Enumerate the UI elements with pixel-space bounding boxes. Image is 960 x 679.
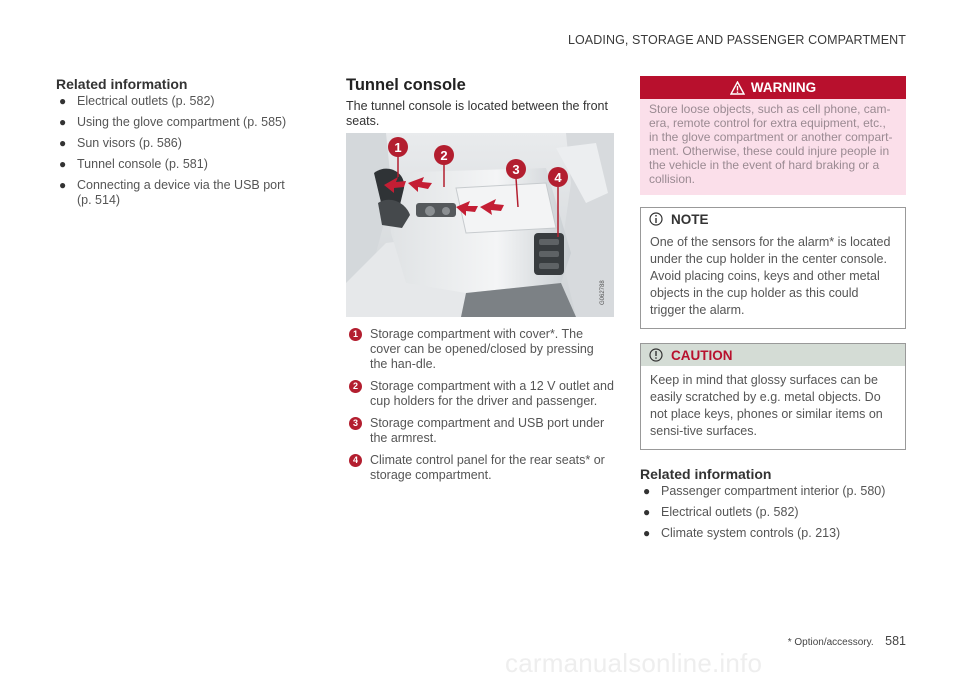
related-links-list xyxy=(640,484,906,541)
callout-number: 4 xyxy=(349,454,362,467)
callout-text: Storage compartment and USB port under the armrest. xyxy=(370,416,605,445)
related-info-heading: Related information xyxy=(640,466,772,482)
related-info-heading: Related information xyxy=(56,76,188,92)
warning-title: WARNING xyxy=(750,80,817,95)
related-links-list xyxy=(56,94,296,208)
warning-triangle-icon xyxy=(730,81,745,95)
bullet-icon: ● xyxy=(59,115,67,129)
note-box xyxy=(640,207,906,329)
note-header xyxy=(641,208,905,230)
bullet-icon: ● xyxy=(59,157,67,171)
related-link[interactable] xyxy=(56,94,296,109)
callout-item xyxy=(346,327,614,372)
exclamation-circle-icon xyxy=(649,348,663,362)
right-column xyxy=(640,76,906,547)
svg-text:1: 1 xyxy=(394,140,402,155)
related-link[interactable] xyxy=(56,115,296,130)
link-text: Passenger compartment interior (p. 580) xyxy=(661,484,886,498)
related-link[interactable] xyxy=(640,526,906,541)
caution-box xyxy=(640,343,906,450)
bullet-icon: ● xyxy=(59,178,67,192)
related-link[interactable] xyxy=(56,178,296,208)
callout-number: 1 xyxy=(349,328,362,341)
warning-box xyxy=(640,76,906,195)
section-intro: The tunnel console is located between the front seats. xyxy=(346,99,608,128)
related-link[interactable] xyxy=(640,484,906,499)
bullet-icon: ● xyxy=(59,94,67,108)
link-text: Using the glove compartment (p. 585) xyxy=(77,115,287,129)
page-number: 581 xyxy=(885,634,906,648)
related-link[interactable] xyxy=(56,136,296,151)
caution-header xyxy=(641,344,905,366)
svg-text:4: 4 xyxy=(554,170,562,185)
caution-text: Keep in mind that glossy surfaces can be easily scratched by e.g. metal objects. Do not place keys, phones or similar items on sensi-tive surfaces. xyxy=(650,373,883,438)
image-marker-3 xyxy=(506,159,526,179)
callout-item xyxy=(346,453,614,483)
link-text: Tunnel console (p. 581) xyxy=(77,157,208,171)
link-text: Sun visors (p. 586) xyxy=(77,136,182,150)
callout-item xyxy=(346,379,614,409)
svg-text:3: 3 xyxy=(512,162,520,177)
callout-item xyxy=(346,416,614,446)
callout-text: Climate control panel for the rear seats* or storage compartment. xyxy=(370,453,605,482)
bullet-icon: ● xyxy=(59,136,67,150)
image-marker-2 xyxy=(434,145,454,165)
callout-list xyxy=(346,327,614,483)
section-title: Tunnel console xyxy=(346,76,466,94)
note-text: One of the sensors for the alarm* is located under the cup holder in the center console. Avoid placing coins, keys and other metal objects in the cup holder as this could trigger the alarm. xyxy=(650,235,891,317)
bullet-icon: ● xyxy=(643,526,651,540)
bullet-icon: ● xyxy=(643,484,651,498)
left-column xyxy=(56,76,296,214)
related-link[interactable] xyxy=(640,505,906,520)
callout-text: Storage compartment with a 12 V outlet and cup holders for the driver and passenger. xyxy=(370,379,614,408)
callout-number: 3 xyxy=(349,417,362,430)
callout-number: 2 xyxy=(349,380,362,393)
caution-title: CAUTION xyxy=(671,347,733,363)
page-footer xyxy=(788,634,906,648)
running-header: LOADING, STORAGE AND PASSENGER COMPARTMENT xyxy=(567,33,906,47)
link-text: Climate system controls (p. 213) xyxy=(661,526,841,540)
bullet-icon: ● xyxy=(643,505,651,519)
image-code: G062788 xyxy=(600,280,606,305)
image-marker-4 xyxy=(548,167,568,187)
warning-header xyxy=(640,76,906,99)
tunnel-console-photo xyxy=(346,133,614,317)
option-note: * Option/accessory. xyxy=(787,637,874,648)
warning-text: Store loose objects, such as cell phone, cam-era, remote control for extra equipment, etc., in the glove compartment or another compart-ment. Otherwise, these could injure people in the vehicle in the event of hard braking or a collision. xyxy=(649,102,893,186)
related-link[interactable] xyxy=(56,157,296,172)
svg-text:2: 2 xyxy=(440,148,448,163)
link-text: Connecting a device via the USB port (p. 514) xyxy=(77,178,285,207)
callout-text: Storage compartment with cover*. The cover can be opened/closed by pressing the han-dle. xyxy=(370,327,594,371)
link-text: Electrical outlets (p. 582) xyxy=(77,94,215,108)
image-marker-1 xyxy=(388,137,408,157)
watermark: carmanualsonline.info xyxy=(505,648,763,678)
info-circle-icon xyxy=(649,212,663,226)
tunnel-console-illustration xyxy=(346,133,614,317)
note-title: NOTE xyxy=(671,211,709,227)
related-info-section xyxy=(640,466,906,541)
middle-column xyxy=(346,76,614,490)
link-text: Electrical outlets (p. 582) xyxy=(661,505,799,519)
